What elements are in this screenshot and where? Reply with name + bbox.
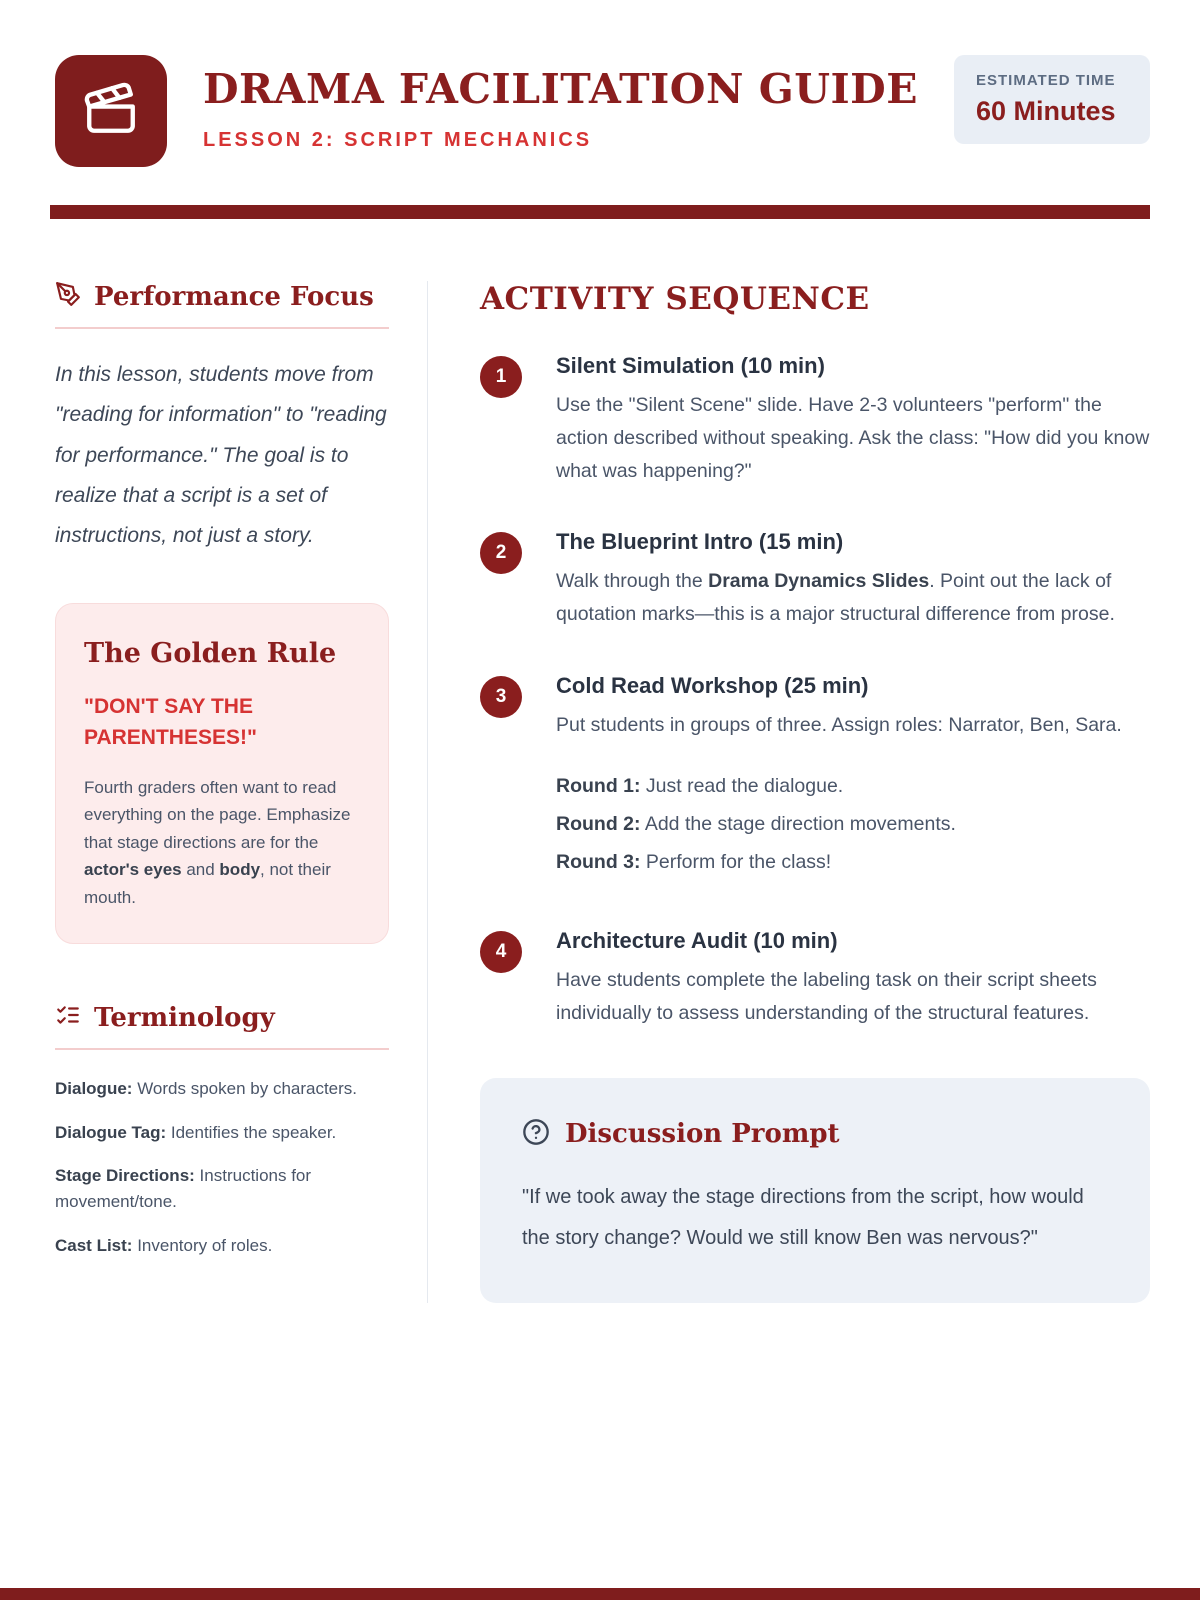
step-number-badge: 4	[480, 931, 522, 973]
lesson-subtitle: LESSON 2: SCRIPT MECHANICS	[203, 129, 593, 151]
step-number-badge: 2	[480, 532, 522, 574]
round-item: Round 2: Add the stage direction movements.	[556, 812, 956, 835]
clapperboard-icon	[82, 80, 140, 143]
checklist-icon	[55, 1002, 81, 1033]
step-body	[556, 928, 1150, 1030]
terminology-heading	[55, 1002, 389, 1050]
estimated-time-value: 60 Minutes	[976, 96, 1116, 126]
term-item: Dialogue Tag: Identifies the speaker.	[55, 1122, 337, 1142]
round-item: Round 3: Perform for the class!	[556, 851, 832, 873]
estimated-time-label: ESTIMATED TIME	[976, 72, 1116, 89]
footer-bar	[0, 1588, 1200, 1600]
round-item: Round 1: Just read the dialogue.	[556, 774, 844, 797]
step-description: Walk through the Drama Dynamics Slides. Point out the lack of quotation marks—this is a major structural difference from prose.	[556, 570, 1115, 625]
discussion-prompt-title: Discussion Prompt	[565, 1119, 840, 1150]
rounds-list	[556, 772, 1122, 878]
question-icon	[522, 1118, 550, 1151]
step-description: Have students complete the labeling task on their script sheets individually to assess understanding of the structural features.	[556, 969, 1097, 1024]
header-text	[203, 55, 954, 152]
terminology-section	[55, 1002, 389, 1259]
discussion-prompt-callout	[480, 1078, 1150, 1303]
performance-focus-body: In this lesson, students move from "reading for information" to "reading for performance." The goal is to realize that a script is a set of instructions, not just a story.	[55, 363, 387, 548]
step-item	[480, 928, 1150, 1030]
activity-steps	[480, 353, 1150, 1030]
golden-rule-highlight: "DON'T SAY THE PARENTHESES!"	[84, 694, 257, 750]
content	[0, 281, 1200, 1303]
main-column	[428, 281, 1150, 1303]
golden-rule-body: Fourth graders often want to read everything on the page. Emphasize that stage directions are for the actor's eyes and body, not their mouth.	[84, 777, 351, 907]
step-title: The Blueprint Intro (15 min)	[556, 529, 844, 555]
discussion-prompt-heading	[522, 1118, 1108, 1151]
step-item	[480, 673, 1150, 887]
terminology-title: Terminology	[94, 1002, 275, 1033]
step-number-badge: 1	[480, 356, 522, 398]
page-title: DRAMA FACILITATION GUIDE	[203, 65, 918, 113]
performance-focus-title: Performance Focus	[94, 281, 374, 312]
step-body	[556, 353, 1150, 487]
step-description: Use the "Silent Scene" slide. Have 2-3 volunteers "perform" the action described without speaking. Ask the class: "How did you know what was happening?"	[556, 394, 1150, 482]
discussion-prompt-body: "If we took away the stage directions from the script, how would the story change? Would we still know Ben was nervous?"	[522, 1185, 1084, 1249]
term-item: Dialogue: Words spoken by characters.	[55, 1079, 358, 1099]
golden-rule-callout	[55, 603, 389, 945]
clapperboard-logo	[55, 55, 167, 167]
step-title: Architecture Audit (10 min)	[556, 928, 838, 954]
sidebar-column	[50, 281, 428, 1303]
step-number-badge: 3	[480, 676, 522, 718]
header-divider-bar	[50, 205, 1150, 219]
term-item: Stage Directions: Instructions for movement/tone.	[55, 1165, 312, 1212]
pen-icon	[55, 281, 81, 312]
step-item	[480, 353, 1150, 487]
golden-rule-title: The Golden Rule	[84, 637, 337, 669]
step-item	[480, 529, 1150, 631]
step-title: Cold Read Workshop (25 min)	[556, 672, 869, 698]
step-body	[556, 673, 1122, 887]
term-item: Cast List: Inventory of roles.	[55, 1235, 273, 1255]
activity-sequence-title: ACTIVITY SEQUENCE	[480, 281, 870, 317]
terminology-list	[55, 1076, 389, 1259]
performance-focus-heading	[55, 281, 389, 329]
step-body	[556, 529, 1150, 631]
header	[0, 0, 1200, 167]
step-title: Silent Simulation (10 min)	[556, 353, 825, 378]
estimated-time-box	[954, 55, 1150, 144]
step-description: Put students in groups of three. Assign roles: Narrator, Ben, Sara.	[556, 713, 1122, 736]
